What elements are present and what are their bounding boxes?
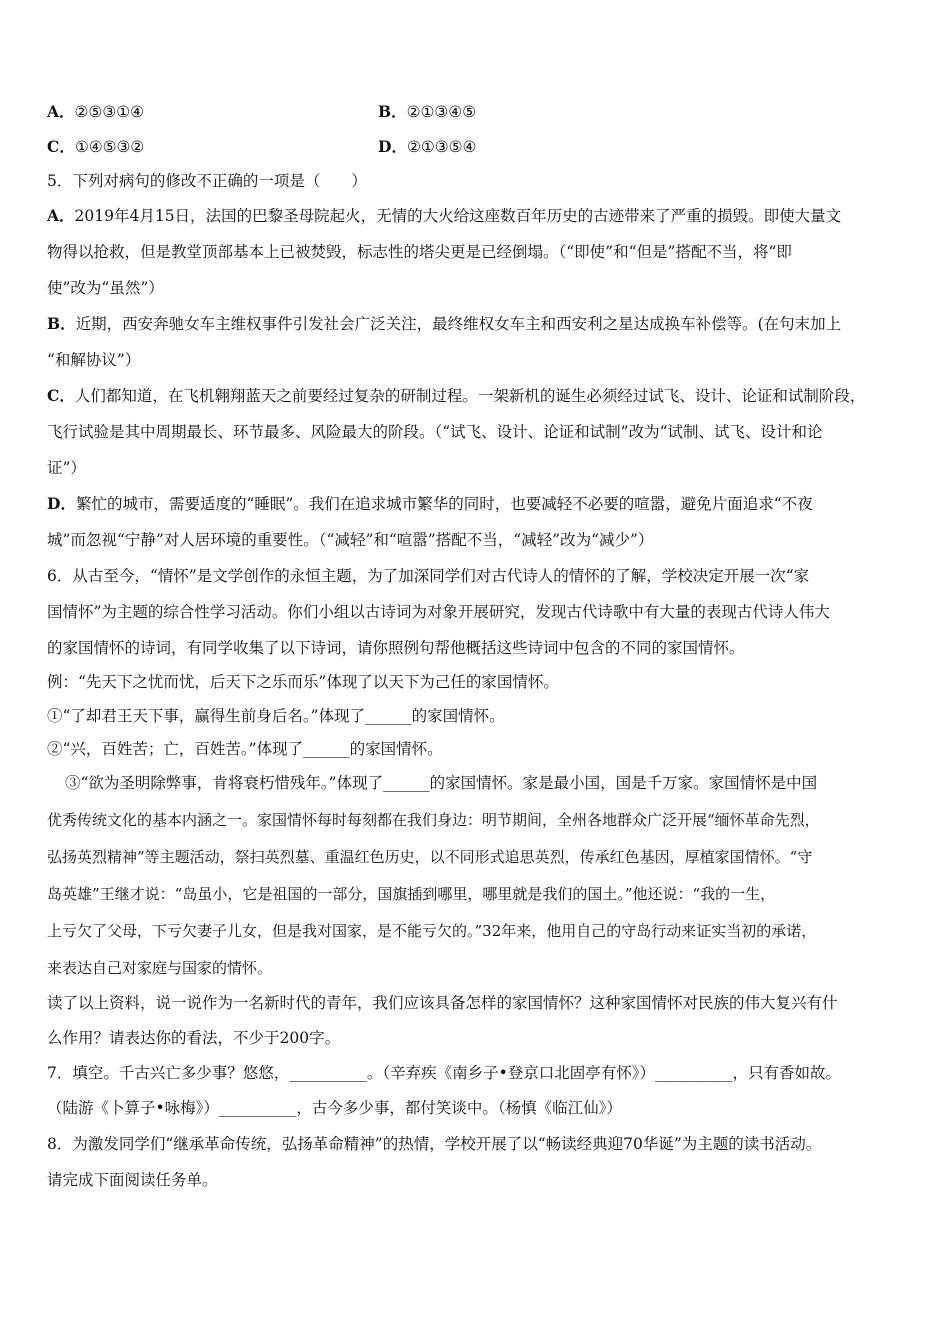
option-label: D． [378,137,407,156]
option-text: ①④⑤③② [74,138,145,156]
q6-example: 例：“先天下之忧而忧，后天下之乐而乐”体现了以天下为己任的家国情怀。 [47,673,559,691]
option-text: 2019年4月15日，法国的巴黎圣母院起火，无情的大火给这座数百年历史的古迹带来了严重的损毁。即使大量文 [74,207,842,225]
q8-line2: 请完成下面阅读任务单。 [47,1171,218,1189]
option-text: 近期，西安奔驰女车主维权事件引发社会广泛关注，最终维权女车主和西安利之星达成换车补偿等。(在句末加上 [75,315,842,333]
option-label: D． [47,494,76,513]
q6-task-line1: 读了以上资料，说一说作为一名新时代的青年，我们应该具备怎样的家国情怀？这种家国情怀对民族的伟大复兴有什 [47,994,838,1012]
q6-paragraph-line5: 来表达自己对家庭与国家的情怀。 [47,959,273,977]
option-text: ②⑤③①④ [74,103,145,121]
q6-line2: 国情怀”为主题的综合性学习活动。你们小组以古诗词为对象开展研究，发现古代诗歌中有大量的表现古代诗人伟大 [47,603,830,621]
q7-line1: 7．填空。千古兴亡多少事？悠悠，__________。（辛弃疾《南乡子•登京口北固亭有怀》）__________，只有香如故。 [47,1064,842,1082]
q5-option-d-line2: 城”而忽视“宁静”对人居环境的重要性。（“减轻”和“喧嚣”搭配不当，“减轻”改为“减少”） [47,531,654,549]
option-label: B． [378,102,407,121]
option-text: 繁忙的城市，需要适度的“睡眠”。我们在追求城市繁华的同时，也要减轻不必要的喧嚣，避免片面追求“不夜 [75,495,813,513]
q5-option-c-line3: 证”） [47,459,86,477]
q6-line1: 6．从古至今，“情怀”是文学创作的永恒主题，为了加深同学们对古代诗人的情怀的了解，学校决定开展一次“家 [47,567,810,585]
option-label: C． [47,386,75,405]
option-label: A． [47,102,75,121]
q5-option-c-line2: 飞行试验是其中周期最长、环节最多、风险最大的阶段。（“试飞、设计、论证和试制”改为“试制、试飞、设计和论 [47,423,823,441]
option-text: 人们都知道，在飞机翱翔蓝天之前要经过复杂的研制过程。一架新机的诞生必须经过试飞、设计、论证和试制阶段， [74,387,866,405]
q5-option-a-line3: 使”改为“虽然”） [47,279,164,297]
option-text: ②①③④⑤ [406,103,477,121]
option-label: C． [47,137,75,156]
option-label: B． [47,314,76,333]
q5-option-c-line1 [47,386,909,406]
q6-paragraph-line2: 弘扬英烈精神”等主题活动，祭扫英烈墓、重温红色历史，以不同形式追思英烈，传承红色基因，厚植家国情怀。“守 [47,848,813,866]
q5-option-b-line2: “和解协议”） [47,351,141,369]
q6-paragraph-line4: 上亏欠了父母，下亏欠妻子儿女，但是我对国家，是不能亏欠的。”32年来，他用自己的守岛行动来证实当初的承诺， [47,922,817,940]
q8-line1: 8．为激发同学们“继承革命传统，弘扬革命精神”的热情，学校开展了以“畅读经典迎70华诞”为主题的读书活动。 [47,1135,822,1153]
q4-option-b [378,102,678,122]
q5-stem: 5．下列对病句的修改不正确的一项是（ ） [47,172,367,190]
q6-item-3: ③“欲为圣明除弊事，肯将衰朽惜残年。”体现了______的家国情怀。家是最小国，国是千万家。家国情怀是中国 [65,774,818,792]
q6-paragraph-line3: 岛英雄”王继才说：“岛虽小，它是祖国的一部分，国旗插到哪里，哪里就是我们的国土。”他还说：“我的一生， [47,885,776,903]
q5-option-b-line1 [47,314,909,334]
option-label: A． [47,206,75,225]
q6-item-1: ①“了却君王天下事，赢得生前身后名。”体现了______的家国情怀。 [47,707,505,725]
q5-option-a-line1 [47,206,909,226]
q6-paragraph-line1: 优秀传统文化的基本内涵之一。家国情怀每时每刻都在我们身边：明节期间，全州各地群众广泛开展“缅怀革命先烈， [47,811,820,829]
q6-line3: 的家国情怀的诗词，有同学收集了以下诗词，请你照例句帮他概括这些诗词中包含的不同的家国情怀。 [47,639,745,657]
q6-task-line2: 么作用？请表达你的看法，不少于200字。 [47,1029,341,1047]
option-text: ②①③⑤④ [406,138,477,156]
q5-option-a-line2: 物得以抢救，但是教堂顶部基本上已被焚毁，标志性的塔尖更是已经倒塌。（“即使”和“但是”搭配不当，将“即 [47,243,792,261]
q7-line2: （陆游《卜算子•咏梅》）__________，古今多少事，都付笑谈中。（杨慎《临江仙》） [47,1099,622,1117]
q6-item-2: ②“兴，百姓苦；亡，百姓苦。”体现了______的家国情怀。 [47,740,443,758]
q4-option-d [378,137,678,157]
q5-option-d-line1 [47,494,909,514]
